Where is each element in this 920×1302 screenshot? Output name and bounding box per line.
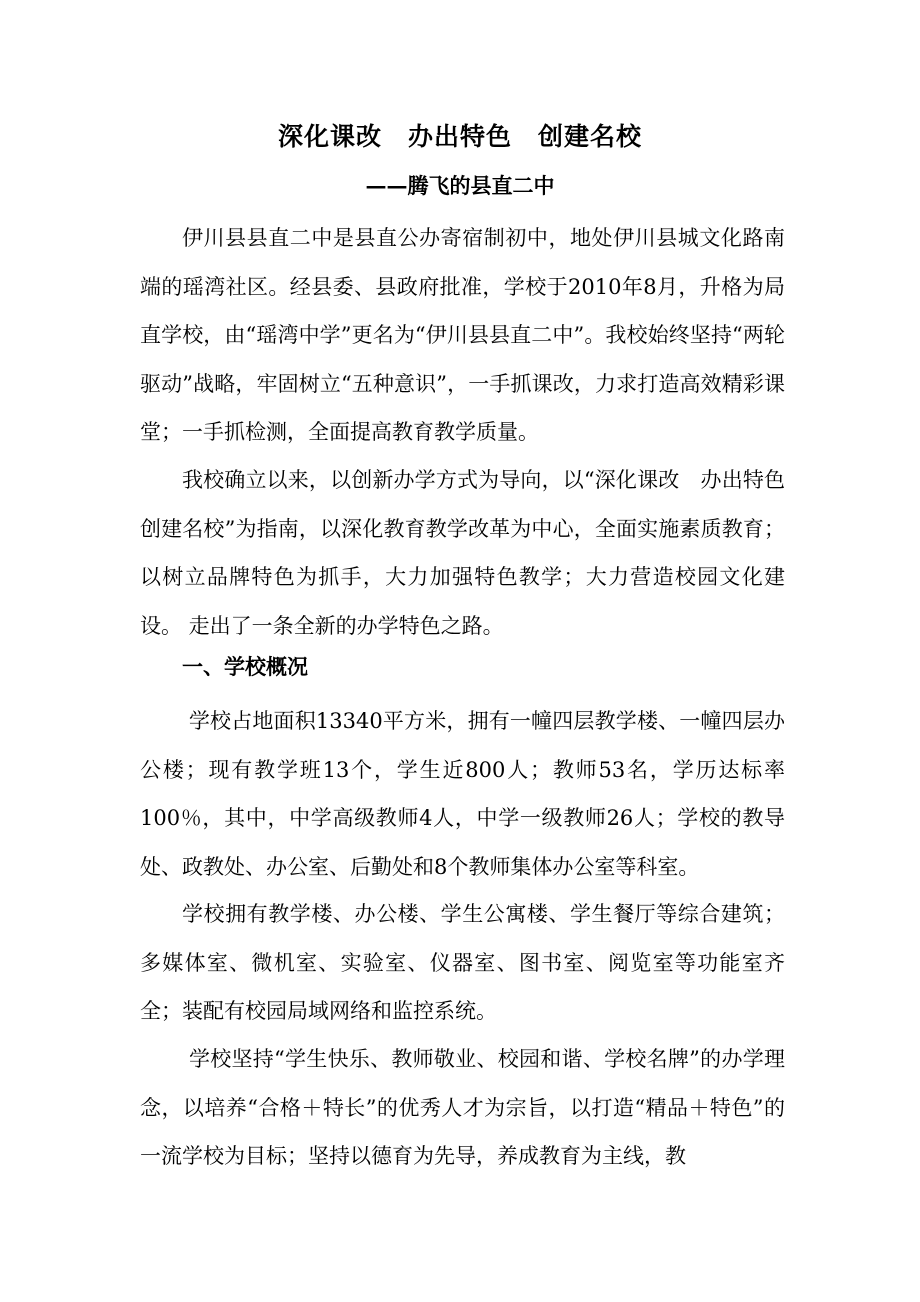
- paragraph-intro: 伊川县县直二中是县直公办寄宿制初中，地处伊川县城文化路南端的瑶湾社区。经县委、县政府批准，学校于2010年8月，升格为局直学校，由“瑶湾中学”更名为“伊川县县直二中”。我校始终坚持“两轮驱动”战略，牢固树立“五种意识”，一手抓课改，力求打造高效精彩课堂；一手抓检测，全面提高教育教学质量。: [140, 226, 785, 444]
- document-title: 深化课改 办出特色 创建名校: [277, 122, 642, 151]
- paragraph-mission: 我校确立以来，以创新办学方式为导向，以“深化课改 办出特色 创建名校”为指南，以深化教育教学改革为中心，全面实施素质教育；以树立品牌特色为抓手，大力加强特色教学；大力营造校园文化建设。 走出了一条全新的办学特色之路。: [140, 468, 806, 638]
- document-subtitle: ——腾飞的县直二中: [365, 173, 555, 198]
- paragraph-philosophy: 学校坚持“学生快乐、教师敬业、校园和谐、学校名牌”的办学理念，以培养“合格＋特长”的优秀人才为宗旨，以打造“精品＋特色”的一流学校为目标；坚持以德育为先导，养成教育为主线，教: [140, 1047, 785, 1168]
- section-heading: 一、学校概况: [182, 654, 308, 679]
- paragraph-overview: 学校占地面积13340平方米，拥有一幢四层教学楼、一幢四层办公楼；现有教学班13个，学生近800人；教师53名，学历达标率100％，其中，中学高级教师4人，中学一级教师26人；学校的教导处、政教处、办公室、后勤处和8个教师集体办公室等科室。: [140, 709, 785, 879]
- paragraph-facilities: 学校拥有教学楼、办公楼、学生公寓楼、学生餐厅等综合建筑；多媒体室、微机室、实验室、仪器室、图书室、阅览室等功能室齐全；装配有校园局域网络和监控系统。: [140, 902, 785, 1023]
